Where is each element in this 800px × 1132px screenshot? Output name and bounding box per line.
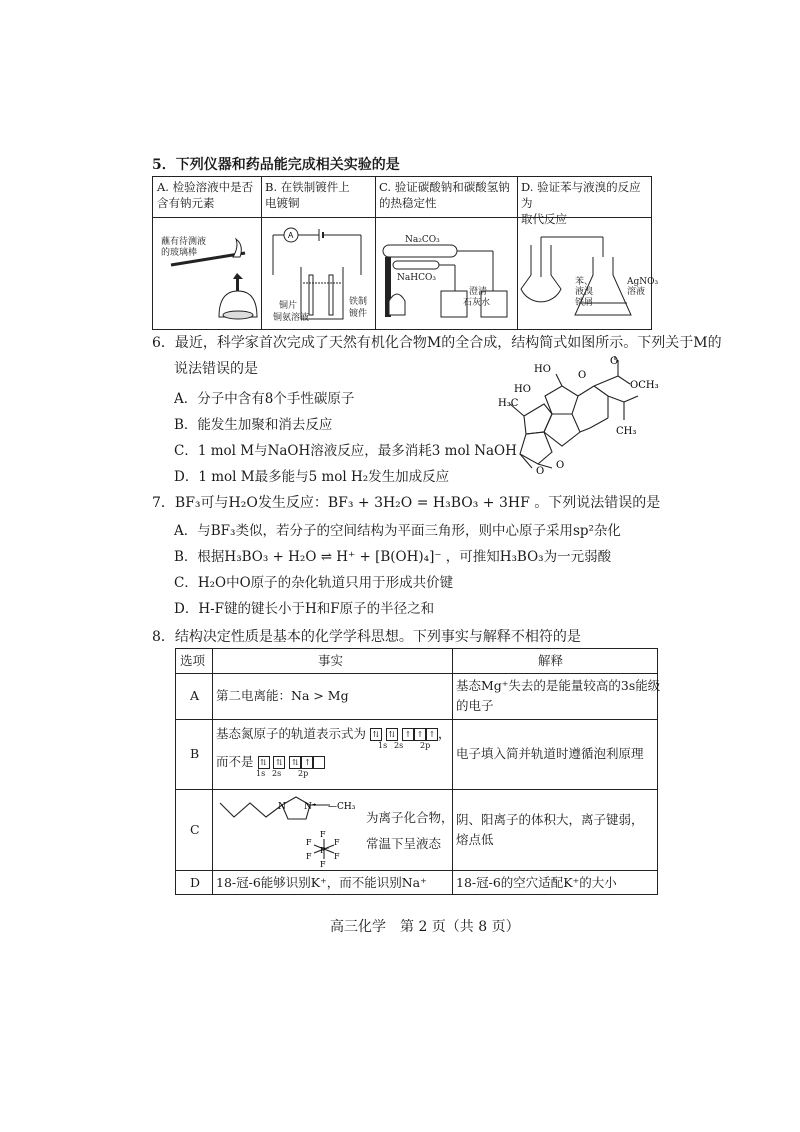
q8-row-c-explain2: 熔点低 bbox=[456, 832, 494, 847]
q5-d-head1: D. 验证苯与液溴的反应为 bbox=[521, 180, 641, 210]
q6-option-d: D．1 mol M最多能与5 mol H₂发生加成反应 bbox=[174, 469, 450, 485]
q5-a-head2: 含有钠元素 bbox=[157, 196, 215, 210]
q7-stem: 7．BF₃可与H₂O发生反应：BF₃ + 3H₂O = H₃BO₃ + 3HF 。下列说法错误的是 bbox=[152, 495, 661, 511]
q5-d-label: 液溴 bbox=[575, 287, 594, 297]
alcohol-lamp-glass-rod-diagram bbox=[153, 217, 261, 329]
struct-label: F bbox=[334, 838, 340, 847]
q5-d-label: 溶液 bbox=[627, 287, 646, 297]
q8-header-fact: 事实 bbox=[318, 653, 344, 668]
q5-c-label: 澄清 bbox=[469, 287, 488, 297]
struct-label: O bbox=[610, 356, 619, 367]
q5-a-label: 的玻璃棒 bbox=[161, 248, 198, 258]
q7-option-b: B．根据H₃BO₃ + H₂O ⇌ H⁺ + [B(OH)₄]⁻ ，可推知H₃BO₃为一元弱酸 bbox=[174, 549, 612, 565]
q8-row-b-fact1-text: 基态氮原子的轨道表示式为 bbox=[216, 726, 367, 741]
q6-stem-line1: 6．最近，科学家首次完成了天然有机化合物M的全合成，结构简式如图所示。下列关于M的 bbox=[152, 335, 722, 351]
struct-label: CH₃ bbox=[616, 426, 637, 437]
q5-c-head1: C. 验证碳酸钠和碳酸氢钠 bbox=[379, 180, 510, 194]
orbital-label: 2p bbox=[298, 769, 309, 778]
orbital-label: 2p bbox=[420, 741, 431, 750]
orbital-box: ↑ bbox=[402, 728, 414, 741]
q8-row-a-key: A bbox=[190, 688, 200, 703]
q8-row-b-explain: 电子填入简并轨道时遵循泡利原理 bbox=[456, 746, 644, 761]
struct-label: HO bbox=[534, 364, 551, 375]
q8-row-c-fact1: 为离子化合物， bbox=[366, 810, 454, 825]
q8-row-a-fact: 第二电离能：Na > Mg bbox=[216, 688, 349, 703]
orbital-box: ↑ bbox=[301, 756, 313, 769]
q8-header-option: 选项 bbox=[180, 653, 206, 668]
struct-label: P⁻ bbox=[320, 846, 330, 855]
q8-row-d-explain: 18-冠-6的空穴适配K⁺的大小 bbox=[456, 875, 617, 890]
q5-option-b bbox=[261, 177, 376, 329]
q7-option-a: A．与BF₃类似，若分子的空间结构为平面三角形，则中心原子采用sp²杂化 bbox=[174, 523, 621, 539]
orbital-box: ⇅ bbox=[386, 728, 398, 741]
orbital-box: ↑ bbox=[414, 728, 426, 741]
orbital-box bbox=[313, 756, 325, 769]
orbital-label: 1s bbox=[378, 741, 388, 750]
q5-table bbox=[152, 176, 659, 330]
q5-a-label: 蘸有待测液 bbox=[161, 237, 207, 247]
struct-label: F bbox=[320, 860, 326, 867]
q5-b-label: 铜片 bbox=[279, 301, 298, 311]
struct-label: H₃C bbox=[498, 398, 519, 409]
q6-stem-line2: 说法错误的是 bbox=[174, 361, 258, 377]
struct-label: N⁺ bbox=[304, 802, 317, 812]
q8-row-a-explain2: 的电子 bbox=[456, 698, 494, 713]
q5-a-head1: A. 检验溶液中是否 bbox=[157, 180, 254, 194]
struct-label: F bbox=[306, 852, 312, 861]
orbital-box: ↑ bbox=[426, 728, 438, 741]
q8-row-c-explain1: 阴、阳离子的体积大，离子键弱， bbox=[456, 812, 644, 827]
q6-option-a: A．分子中含有8个手性碳原子 bbox=[174, 391, 355, 407]
q5-b-head1: B. 在铁制镀件上 bbox=[265, 180, 350, 194]
q8-row-a-explain1: 基态Mg⁺失去的是能量较高的3s能级 bbox=[456, 678, 661, 693]
struct-label: F bbox=[306, 838, 312, 847]
page-footer: 高三化学 第 2 页（共 8 页） bbox=[330, 919, 520, 935]
ammeter-label: A bbox=[288, 231, 294, 240]
orbital-box: ⇅ bbox=[258, 756, 270, 769]
q8-stem: 8．结构决定性质是基本的化学学科思想。下列事实与解释不相符的是 bbox=[152, 629, 581, 645]
q5-b-label: 铜氨溶液 bbox=[273, 313, 310, 323]
q5-c-label: Na₂CO₃ bbox=[405, 235, 440, 245]
q7-option-d: D．H-F键的键长小于H和F原子的半径之和 bbox=[174, 601, 435, 617]
q6-option-b: B．能发生加聚和消去反应 bbox=[174, 417, 333, 433]
bromination-apparatus-diagram bbox=[517, 217, 651, 329]
struct-label: N bbox=[278, 802, 286, 812]
struct-label: —CH₃ bbox=[328, 802, 356, 812]
orbital-label: 1s bbox=[256, 769, 266, 778]
q8-row-c-key: C bbox=[190, 822, 200, 837]
orbital-label: 2s bbox=[272, 769, 282, 778]
q7-option-c: C．H₂O中O原子的杂化轨道只用于形成共价键 bbox=[174, 575, 454, 591]
q8-row-b-fact2 bbox=[216, 753, 325, 771]
struct-label: F bbox=[334, 852, 340, 861]
struct-label: O bbox=[556, 460, 565, 471]
struct-label: HO bbox=[514, 384, 531, 395]
q5-stem: 5．下列仪器和药品能完成相关实验的是 bbox=[152, 157, 400, 173]
q8-row-c-fact2: 常温下呈液态 bbox=[366, 836, 442, 851]
q6-option-c: C．1 mol M与NaOH溶液反应，最多消耗3 mol NaOH bbox=[174, 443, 517, 459]
q5-option-c bbox=[375, 177, 518, 329]
q5-option-d bbox=[517, 177, 659, 329]
q8-row-b-key: B bbox=[190, 746, 200, 761]
q5-d-label: 铁屑 bbox=[575, 298, 594, 308]
q5-b-label: 铁制 bbox=[349, 297, 368, 307]
q5-d-label: AgNO₃ bbox=[627, 277, 659, 287]
q5-option-a bbox=[153, 177, 262, 329]
struct-label: OCH₃ bbox=[630, 380, 659, 391]
q8-row-d-fact: 18-冠-6能够识别K⁺，而不能识别Na⁺ bbox=[216, 875, 427, 890]
q5-c-label: 石灰水 bbox=[463, 298, 491, 308]
ionic-liquid-structure bbox=[216, 793, 372, 867]
q8-header-explain: 解释 bbox=[538, 653, 564, 668]
q5-b-label: 镀件 bbox=[349, 309, 368, 319]
q5-d-head2: 取代反应 bbox=[521, 212, 567, 226]
struct-label: O bbox=[578, 370, 587, 381]
q5-b-head2: 电镀铜 bbox=[265, 196, 300, 210]
q8-row-d-key: D bbox=[190, 875, 201, 890]
orbital-box: ⇅ bbox=[289, 756, 301, 769]
q5-c-head2: 的热稳定性 bbox=[379, 196, 437, 210]
compound-m-structure bbox=[490, 356, 665, 476]
q8-row-b-fact1: 基态氮原子的轨道表示式为 ⇅ ⇅ ↑ ↑ ↑ ， bbox=[216, 726, 451, 741]
struct-label: F bbox=[320, 830, 326, 839]
orbital-box: ⇅ bbox=[370, 728, 382, 741]
q5-d-label: 苯、 bbox=[575, 277, 594, 287]
struct-label: O bbox=[536, 466, 545, 476]
orbital-label: 2s bbox=[394, 741, 404, 750]
q5-c-label: NaHCO₃ bbox=[397, 273, 436, 283]
q8-row-b-fact2-text: 而不是 bbox=[216, 754, 254, 769]
q8-table bbox=[175, 648, 661, 895]
orbital-box: ⇅ bbox=[273, 756, 285, 769]
